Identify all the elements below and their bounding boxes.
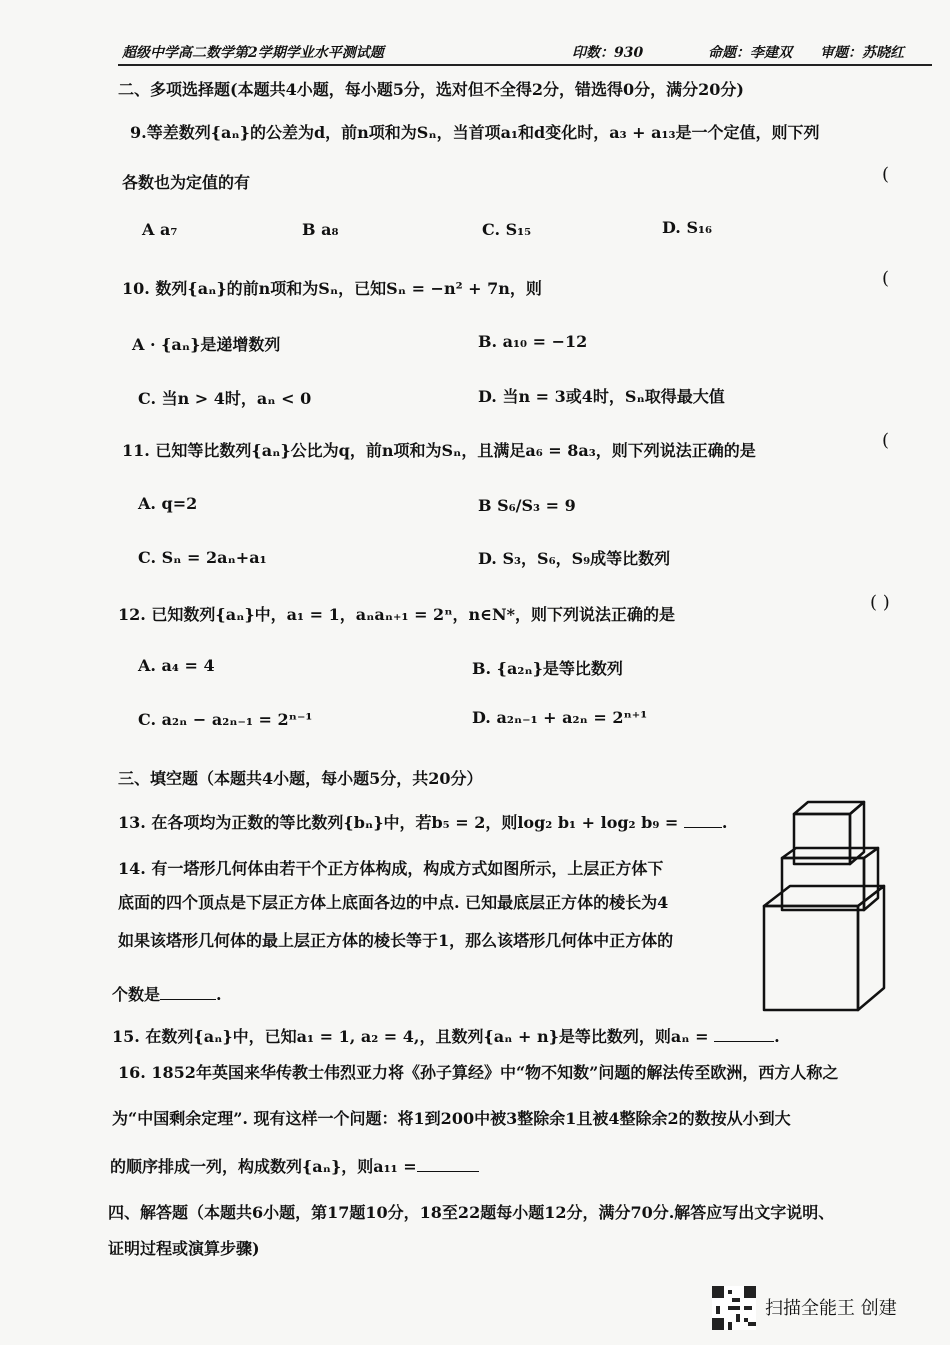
q10-paren: ( — [882, 268, 890, 289]
cube-top-front — [794, 814, 850, 864]
print-count: 印数：930 — [572, 45, 644, 61]
q10-option-c: C. 当n > 4时，aₙ < 0 — [138, 389, 312, 408]
header-divider — [118, 64, 932, 66]
q9-option-c: C. S₁₅ — [482, 220, 532, 239]
cube-top-side — [850, 802, 864, 864]
q9-option-d: D. S₁₆ — [662, 218, 713, 237]
q11-option-d: D. S₃，S₆，S₉成等比数列 — [478, 549, 671, 568]
q14-answer-blank[interactable] — [160, 985, 216, 1000]
author: 命题：李建双 — [708, 45, 792, 61]
reviewer: 审题：苏晓红 — [820, 45, 904, 61]
q9-option-b: B a₈ — [302, 220, 339, 239]
q11-option-b: B S₆/S₃ = 9 — [478, 496, 576, 515]
q12-option-c: C. a₂ₙ − a₂ₙ₋₁ = 2ⁿ⁻¹ — [138, 710, 313, 729]
q12-stem: 12. 已知数列{aₙ}中，a₁ = 1，aₙaₙ₊₁ = 2ⁿ，n∈N*，则下列说法正确的是 — [118, 605, 675, 624]
stacked-cubes-figure — [760, 800, 890, 1015]
q11-paren: ( — [882, 430, 890, 451]
section2-heading: 二、多项选择题(本题共4小题，每小题5分，选对但不全得2分，错选得0分，满分20分) — [118, 80, 744, 99]
q11-stem: 11. 已知等比数列{aₙ}公比为q，前n项和为Sₙ，且满足a₆ = 8a₃，则下列说法正确的是 — [122, 441, 756, 460]
q12-paren: ( ) — [870, 592, 890, 613]
scanner-watermark: 扫描全能王 创建 — [765, 1298, 897, 1319]
q16-line3: 的顺序排成一列，构成数列{aₙ}，则a₁₁ = — [110, 1154, 479, 1177]
q11-option-c: C. Sₙ = 2aₙ+a₁ — [138, 548, 267, 567]
cube-bottom-front — [764, 906, 858, 1010]
q9-line2: 各数也为定值的有 — [122, 173, 251, 192]
section3-heading: 三、填空题（本题共4小题，每小题5分，共20分） — [118, 769, 483, 788]
qr-code-icon — [712, 1286, 756, 1330]
q16-answer-blank[interactable] — [417, 1157, 479, 1172]
q14-line2: 底面的四个顶点是下层正方体上底面各边的中点. 已知最底层正方体的棱长为4 — [118, 893, 669, 912]
q16-line1: 16. 1852年英国来华传教士伟烈亚力将《孙子算经》中“物不知数”问题的解法传至欧洲，西方人称之 — [118, 1063, 839, 1082]
q10-option-b: B. a₁₀ = −12 — [478, 332, 588, 351]
cube-middle-front — [782, 858, 864, 910]
q9-paren: ( — [882, 164, 890, 185]
q10-option-d: D. 当n = 3或4时，Sₙ取得最大值 — [478, 387, 725, 406]
q12-option-d: D. a₂ₙ₋₁ + a₂ₙ = 2ⁿ⁺¹ — [472, 708, 648, 727]
q12-option-b: B. {a₂ₙ}是等比数列 — [472, 659, 623, 678]
q14-line4: 个数是 . — [112, 985, 222, 1004]
q9-option-a: A a₇ — [142, 220, 178, 239]
exam-title: 超级中学高二数学第2学期学业水平测试题 — [122, 45, 384, 61]
q13-text: 13. 在各项均为正数的等比数列{bₙ}中，若b₅ = 2，则log₂ b₁ + log₂ b₉ = . — [118, 813, 728, 832]
q15-text: 15. 在数列{aₙ}中，已知a₁ = 1, a₂ = 4,，且数列{aₙ + n}是等比数列，则aₙ = . — [112, 1027, 780, 1046]
q14-line3: 如果该塔形几何体的最上层正方体的棱长等于1，那么该塔形几何体中正方体的 — [118, 931, 674, 950]
section4-line1: 四、解答题（本题共6小题，第17题10分，18至22题每小题12分，满分70分.解答应写出文字说明、 — [108, 1203, 835, 1222]
q13-answer-blank[interactable] — [684, 813, 722, 828]
q10-option-a: A · {aₙ}是递增数列 — [132, 335, 281, 354]
section4-line2: 证明过程或演算步骤) — [108, 1239, 260, 1258]
q12-option-a: A. a₄ = 4 — [138, 656, 215, 675]
q15-answer-blank[interactable] — [714, 1027, 774, 1042]
q9-line1: 9.等差数列{aₙ}的公差为d，前n项和为Sₙ，当首项a₁和d变化时，a₃ + a₁₃是一个定值，则下列 — [130, 123, 820, 142]
q14-line1: 14. 有一塔形几何体由若干个正方体构成，构成方式如图所示，上层正方体下 — [118, 859, 664, 878]
q10-stem: 10. 数列{aₙ}的前n项和为Sₙ，已知Sₙ = −n² + 7n，则 — [122, 279, 542, 298]
q11-option-a: A. q=2 — [138, 494, 198, 513]
q16-line2: 为“中国剩余定理”. 现有这样一个问题：将1到200中被3整除余1且被4整除余2的数按从小到大 — [112, 1109, 791, 1128]
